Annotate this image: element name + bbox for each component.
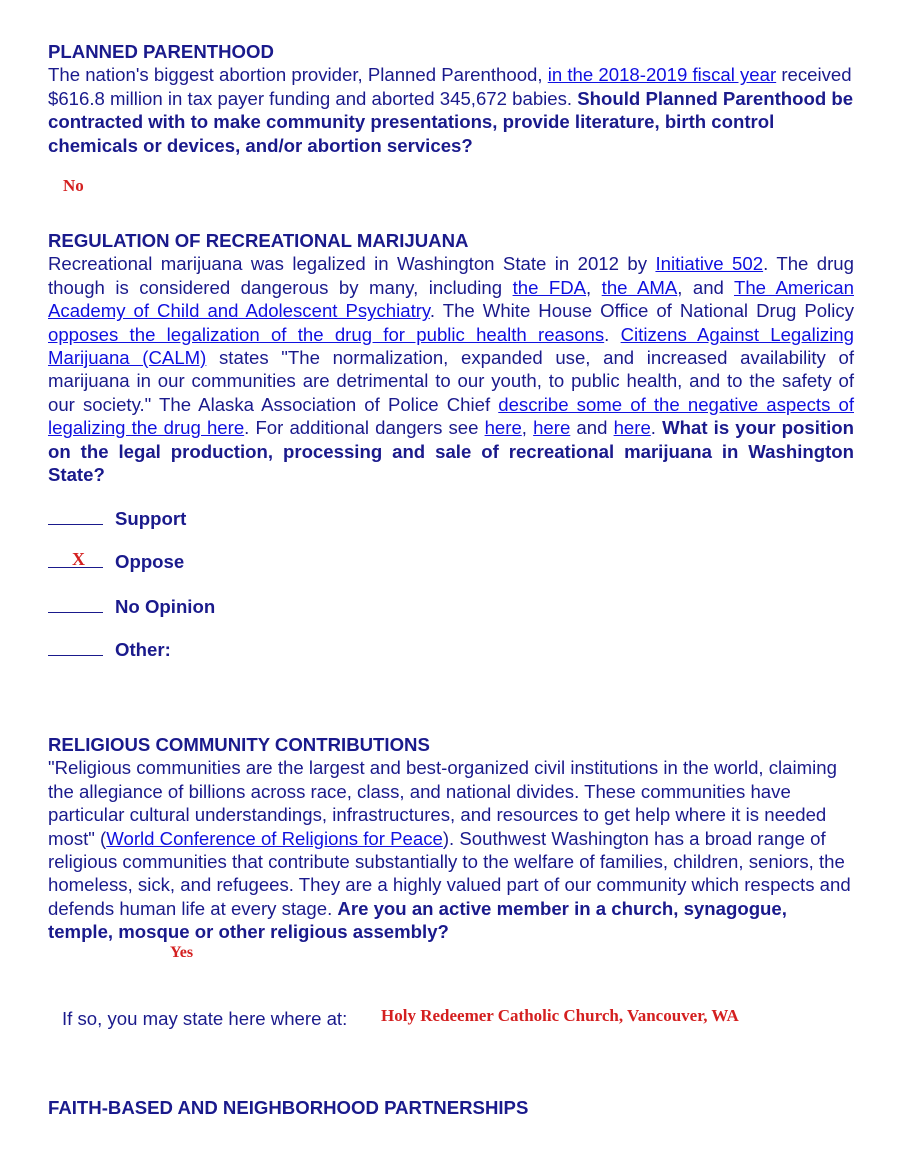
body-text: "Religious communities are the largest and best-organized civil institutions in the world, claiming the allegiance of billions across race, class, and national divides. These communities have particular cultural understandings, infrastructures, and resources to get help where it is needed most" ( (48, 757, 837, 849)
calm-link[interactable]: Citizens Against Legalizing Marijuana (CALM) (48, 323, 854, 369)
here-link-3[interactable]: here (613, 417, 651, 439)
answer-blank[interactable] (48, 598, 103, 613)
body-text: . The White House Office of National Drug Policy (429, 300, 855, 322)
body-text: . (604, 323, 621, 345)
religions-for-peace-link[interactable]: World Conference of Religions for Peace (106, 827, 443, 849)
handwritten-location: Holy Redeemer Catholic Church, Vancouver, WA (381, 1006, 739, 1025)
x-mark: X (72, 549, 85, 569)
answer-blank[interactable] (48, 510, 103, 525)
body-text: , and (677, 276, 734, 298)
initiative-502-link[interactable]: Initiative 502 (655, 253, 764, 275)
location-prompt: If so, you may state here where at: (62, 1008, 348, 1029)
religious-section (48, 733, 854, 944)
body-text: and (570, 417, 614, 439)
handwritten-answer: Yes (170, 944, 194, 961)
section-heading: REGULATION OF RECREATIONAL MARIJUANA (48, 230, 469, 251)
option-label: No Opinion (115, 596, 216, 617)
option-oppose[interactable] (48, 551, 184, 573)
section-heading: PLANNED PARENTHOOD (48, 41, 274, 62)
body-text: , (586, 276, 602, 298)
question-text: Are you an active member in a church, synagogue, temple, mosque or other religious assembly? (48, 897, 787, 943)
body-text: . For additional dangers see (244, 417, 485, 439)
police-chief-link[interactable]: describe some of the negative aspects of legalizing the drug here (48, 393, 854, 439)
body-text: states "The normalization, expanded use, and increased availability of marijuana in our communities are detrimental to our youth, to public health, and to the safety of our society." The Alaska Association of Police Chief (48, 347, 855, 415)
drug-policy-link[interactable]: opposes the legalization of the drug for public health reasons (48, 323, 605, 345)
faith-section (48, 1096, 854, 1119)
option-label: Oppose (115, 551, 185, 572)
option-label: Support (115, 508, 187, 529)
section-heading: FAITH-BASED AND NEIGHBORHOOD PARTNERSHIPS (48, 1097, 529, 1118)
question-text: Should Planned Parenthood be contracted with to make community presentations, provide literature, birth control chemicals or devices, and/or abortion services? (48, 87, 854, 156)
fda-link[interactable]: the FDA (512, 276, 587, 298)
here-link-2[interactable]: here (533, 417, 571, 439)
fiscal-year-link[interactable]: in the 2018-2019 fiscal year (547, 64, 777, 86)
body-text: , (521, 417, 534, 439)
marijuana-section (48, 229, 854, 486)
question-text: What is your position on the legal production, processing and sale of recreational marijuana in Washington State? (48, 417, 854, 486)
ama-link[interactable]: the AMA (601, 276, 678, 298)
body-text: . (650, 417, 663, 439)
body-text: . The drug though is considered dangerous by many, including (48, 253, 854, 298)
body-text: ). Southwest Washington has a broad range of religious communities that contribute substantially to the welfare of families, children, seniors, the homeless, sick, and refugees. They are a highly valued part of our community which respects and defends human life at every stage. (48, 827, 851, 919)
option-other[interactable] (48, 639, 171, 661)
option-support[interactable] (48, 508, 186, 530)
here-link-1[interactable]: here (484, 417, 522, 439)
option-no-opinion[interactable] (48, 596, 215, 618)
answer-blank[interactable] (48, 641, 103, 656)
body-text: The nation's biggest abortion provider, Planned Parenthood, (48, 64, 548, 86)
handwritten-answer: No (63, 176, 84, 195)
planned-parenthood-section (48, 40, 854, 157)
body-text: Recreational marijuana was legalized in Washington State in 2012 by (48, 253, 656, 275)
option-label: Other: (115, 639, 171, 660)
section-heading: RELIGIOUS COMMUNITY CONTRIBUTIONS (48, 734, 430, 755)
body-text: received $616.8 million in tax payer funding and aborted 345,672 babies. (48, 64, 852, 109)
aacap-link[interactable]: The American Academy of Child and Adolescent Psychiatry (48, 276, 854, 322)
